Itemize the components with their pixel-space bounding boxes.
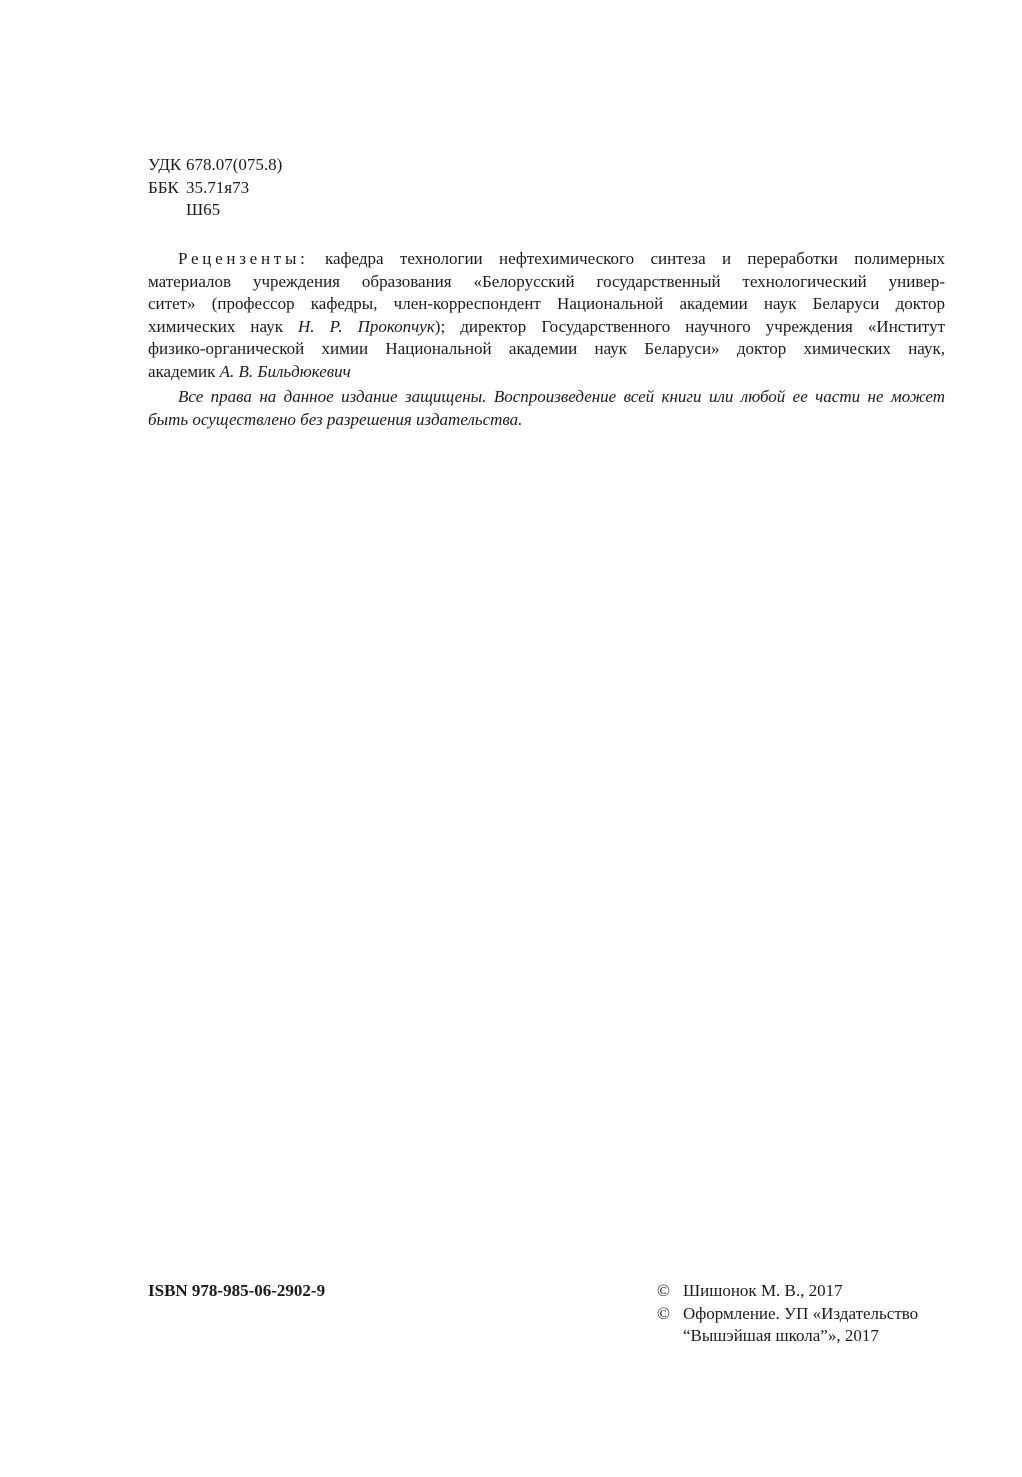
- reviewers-text-4-after: ); директор Государственного научного учреждения «Институт: [434, 316, 945, 336]
- udk-label: УДК: [148, 155, 182, 174]
- copyright-block: [657, 1280, 918, 1348]
- reviewer-name-bildyukevich: А. В. Бильдюкевич: [219, 361, 351, 381]
- udk-value: 678.07(075.8): [186, 155, 283, 174]
- author-mark: Ш65: [186, 200, 221, 219]
- reviewers-text-6-before: академик: [148, 361, 216, 381]
- copyright-design: Оформление. УП «Издательство: [683, 1303, 919, 1323]
- bbk-value: 35.71я73: [186, 177, 250, 197]
- reviewer-name-prokopchuk: Н. Р. Прокопчук: [298, 316, 435, 336]
- bbk-row: [148, 177, 282, 200]
- reviewers-paragraph: [148, 248, 945, 383]
- bbk-label: ББК: [148, 177, 179, 197]
- udk-row: [148, 154, 282, 177]
- reviewers-line-3: ситет» (профессор кафедры, член-корреспондент Национальной академии наук Беларуси доктор: [148, 294, 945, 313]
- rights-line-2: быть осуществлено без разрешения издательства.: [148, 409, 523, 429]
- copyright-author-row: [657, 1280, 918, 1303]
- classification-block: [148, 154, 282, 222]
- rights-notice: [148, 386, 945, 431]
- copyright-design-row: [657, 1303, 918, 1326]
- copyright-symbol: ©: [657, 1303, 670, 1323]
- copyright-symbol: ©: [657, 1281, 670, 1300]
- reviewers-line-4: [148, 316, 945, 339]
- reviewers-label: Рецензенты:: [178, 249, 309, 268]
- reviewers-text-1: кафедра технологии нефтехимического синтеза и переработки полимерных: [324, 249, 946, 268]
- reviewers-text-4-before: химических наук: [148, 316, 283, 336]
- reviewers-line-5: физико-органической химии Национальной академии наук Беларуси» доктор химических наук,: [148, 339, 945, 358]
- reviewers-line-6: [148, 361, 945, 384]
- isbn: ISBN 978-985-06-2902-9: [148, 1281, 326, 1300]
- copyright-author: Шишонок М. В., 2017: [683, 1281, 843, 1300]
- rights-line-1: Все права на данное издание защищены. Воспроизведение всей книги или любой ее части не может: [178, 387, 945, 406]
- reviewers-line-2: материалов учреждения образования «Белорусский государственный технологический универ-: [148, 271, 945, 291]
- reviewers-line-1: [148, 248, 945, 271]
- copyright-publisher: “Вышэйшая школа”», 2017: [683, 1326, 879, 1345]
